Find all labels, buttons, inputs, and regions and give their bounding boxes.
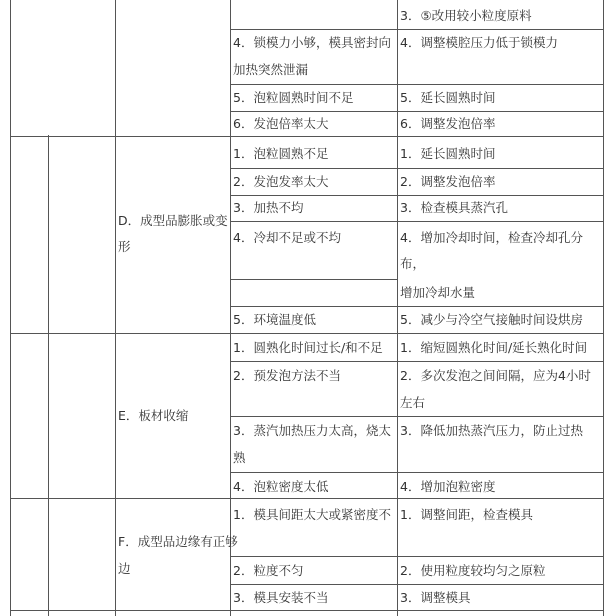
table-border xyxy=(48,135,49,616)
fix-cell: 4．调整模腔压力低于锁模力 xyxy=(400,35,558,50)
table-border xyxy=(230,556,604,557)
fix-cell: 4．增加冷却时间，检查冷却孔分 xyxy=(400,230,583,245)
cause-cell: 4．锁模力小够，模具密封向 xyxy=(233,35,391,50)
table-border xyxy=(10,333,604,334)
fix-cell: 左右 xyxy=(400,395,426,410)
cause-cell: 熟 xyxy=(233,450,246,465)
fix-cell: 4．增加泡粒密度 xyxy=(400,479,496,494)
cause-cell: 2．发泡发率太大 xyxy=(233,174,329,189)
table-border xyxy=(230,472,604,473)
fix-cell: 1．缩短圆熟化时间/延长熟化时间 xyxy=(400,340,588,355)
fix-cell: 2．多次发泡之间间隔，应为4小时 xyxy=(400,368,591,383)
cause-cell: 4．冷却不足或不均 xyxy=(233,230,341,245)
table-border xyxy=(10,0,11,616)
fix-cell: 布， xyxy=(400,256,426,271)
fix-cell: 1．延长圆熟时间 xyxy=(400,146,496,161)
cause-cell: 2．预发泡方法不当 xyxy=(233,368,341,383)
fix-cell: 3．⑤改用较小粒度原料 xyxy=(400,8,532,23)
cause-cell: 3．模具安装不当 xyxy=(233,590,329,605)
problem-label: F．成型品边缘有正够 xyxy=(118,534,238,549)
fix-cell: 2．调整发泡倍率 xyxy=(400,174,496,189)
table-border xyxy=(230,0,231,616)
fix-cell: 5．减少与冷空气接触时间设烘房 xyxy=(400,312,583,327)
fix-cell: 3．调整模具 xyxy=(400,590,471,605)
cause-cell: 2．粒度不匀 xyxy=(233,563,304,578)
fix-cell: 2．使用粒度较均匀之原粒 xyxy=(400,563,546,578)
cause-cell: 1．圆熟化时间过长/和不足 xyxy=(233,340,383,355)
cause-cell: 3．蒸汽加热压力太高，烧太 xyxy=(233,423,391,438)
table-border xyxy=(230,279,398,280)
cause-cell: 加热突然泄漏 xyxy=(233,62,309,77)
cause-cell: 1．泡粒圆熟不足 xyxy=(233,146,329,161)
cause-cell: 5．环境温度低 xyxy=(233,312,316,327)
cause-cell: 4．泡粒密度太低 xyxy=(233,479,329,494)
cause-cell: 5．泡粒圆熟时间不足 xyxy=(233,90,354,105)
table-border xyxy=(603,0,604,616)
fix-cell: 5．延长圆熟时间 xyxy=(400,90,496,105)
fix-cell: 3．检查模具蒸汽孔 xyxy=(400,200,508,215)
fix-cell: 6．调整发泡倍率 xyxy=(400,116,496,131)
problem-label: 边 xyxy=(118,561,131,576)
table-border xyxy=(115,0,116,616)
problem-label: D．成型品膨胀或变 xyxy=(118,213,228,228)
table-border xyxy=(397,0,398,616)
cause-cell: 6．发泡倍率太大 xyxy=(233,116,329,131)
cause-cell: 1．模具间距太大或紧密度不 xyxy=(233,507,391,522)
table-border xyxy=(230,416,604,417)
problem-label: E．板材收缩 xyxy=(118,408,189,423)
fix-cell: 1．调整间距，检查模具 xyxy=(400,507,533,522)
fix-cell: 增加冷却水量 xyxy=(400,285,476,300)
table-border xyxy=(230,221,604,222)
fix-cell: 3．降低加热蒸汽压力，防止过热 xyxy=(400,423,583,438)
table-border xyxy=(230,361,604,362)
cause-cell: 3．加热不均 xyxy=(233,200,304,215)
problem-label: 形 xyxy=(118,239,131,254)
